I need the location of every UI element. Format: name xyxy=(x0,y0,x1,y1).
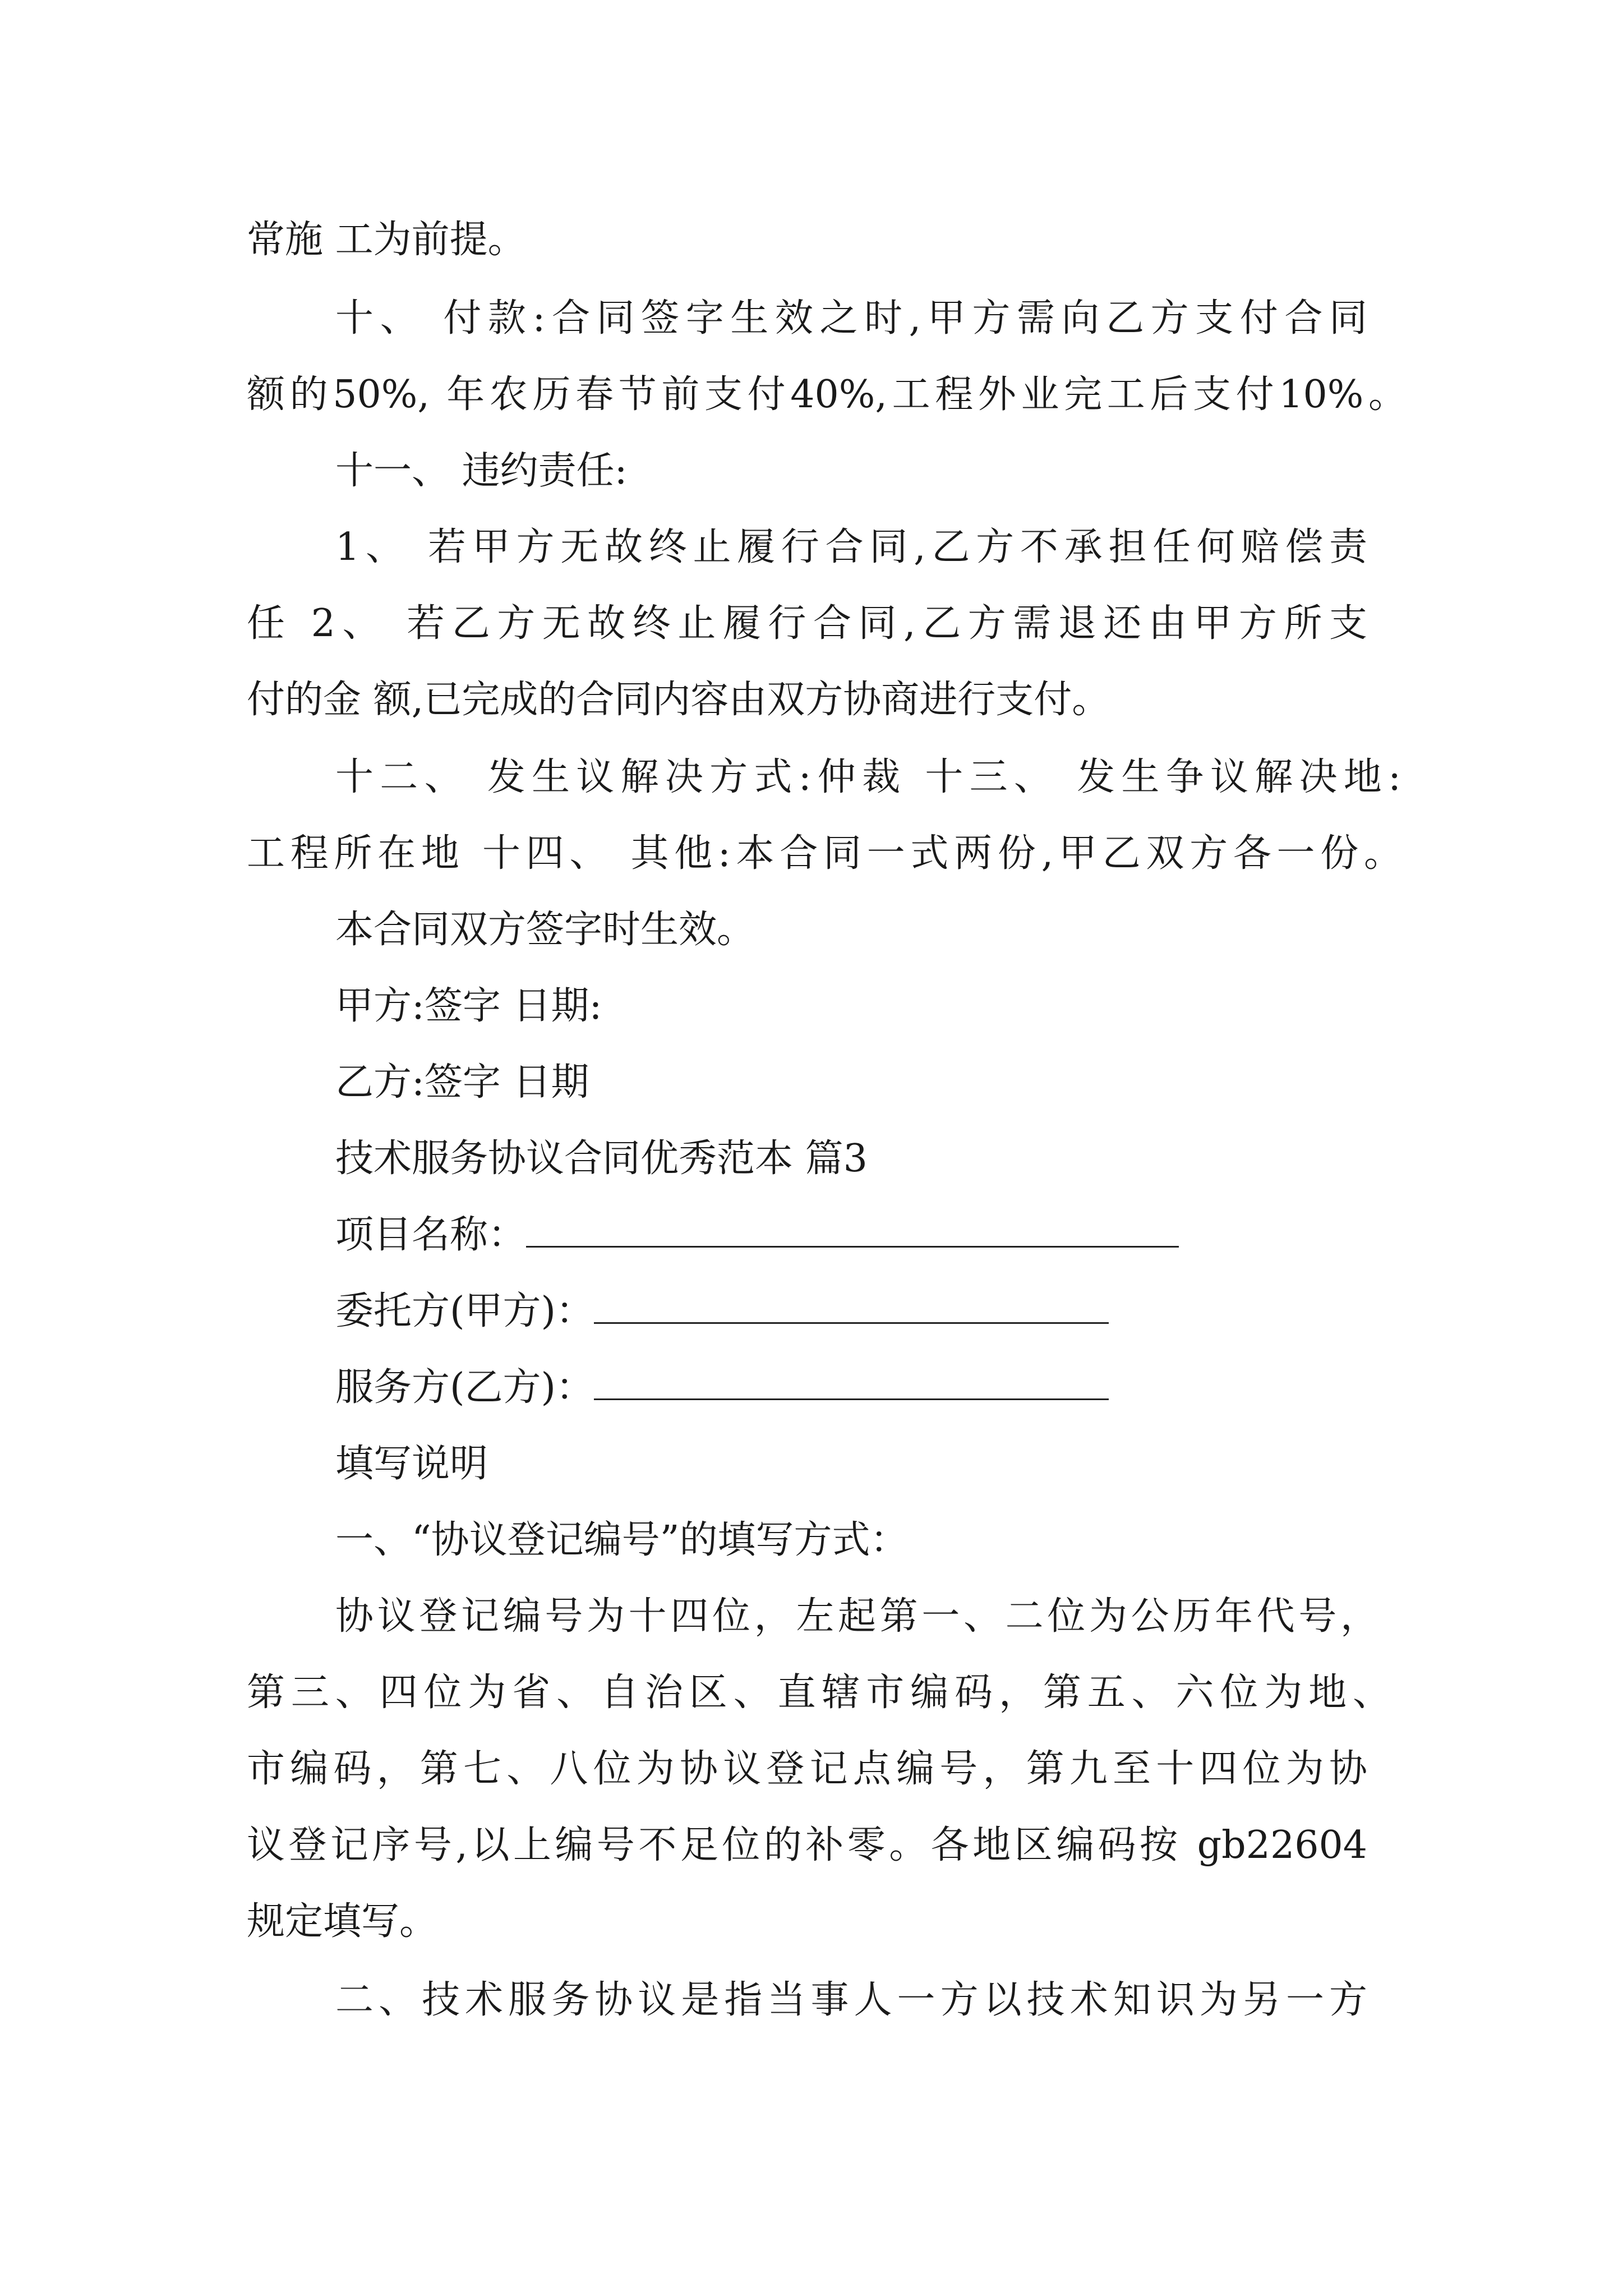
notes-item-2: 二、技术服务协议是指当事人一方以技术知识为另一方 xyxy=(335,1978,1367,2022)
text-line: 额的50%, 年农历春节前支付40%,工程外业完工后支付10%。 xyxy=(247,372,1407,417)
project-name-row xyxy=(335,1209,1179,1261)
client-label: 委托方(甲方)： xyxy=(335,1289,594,1333)
project-name-label: 项目名称： xyxy=(335,1213,527,1257)
clause-11-heading: 十一、 违约责任: xyxy=(335,449,628,493)
clause-11-item-1: 1、 若甲方无故终止履行合同,乙方不承担任何赔偿责 xyxy=(335,525,1367,569)
notes-heading: 填写说明 xyxy=(335,1442,488,1486)
party-a-signature-line: 甲方:签字 日期: xyxy=(335,984,602,1028)
notes-item-1-line: 议登记序号,以上编号不足位的补零。各地区编码按 gb22604 xyxy=(247,1823,1367,1867)
text-line: 任 2、 若乙方无故终止履行合同,乙方需退还由甲方所支 xyxy=(247,601,1367,646)
party-b-signature-line: 乙方:签字 日期 xyxy=(335,1060,589,1105)
text-line: 工程所在地 十四、 其他:本合同一式两份,甲乙双方各一份。 xyxy=(247,831,1402,876)
project-name-blank xyxy=(526,1244,1179,1248)
provider-blank xyxy=(594,1396,1109,1400)
notes-item-1-line: 规定填写。 xyxy=(247,1899,438,1944)
text-line: 常施 工为前提。 xyxy=(247,218,526,262)
client-row xyxy=(335,1286,1109,1337)
effective-clause: 本合同双方签字时生效。 xyxy=(335,908,755,952)
notes-item-1-line: 协议登记编号为十四位，左起第一、二位为公历年代号， xyxy=(335,1594,1378,1639)
clause-10-payment: 十、 付款:合同签字生效之时,甲方需向乙方支付合同 xyxy=(335,296,1367,341)
text-line: 付的金 额,已完成的合同内容由双方协商进行支付。 xyxy=(247,678,1110,722)
notes-item-1-line: 市编码，第七、八位为协议登记点编号，第九至十四位为协 xyxy=(247,1747,1367,1791)
provider-label: 服务方(乙方)： xyxy=(335,1365,594,1410)
section-title: 技术服务协议合同优秀范本 篇3 xyxy=(335,1137,868,1181)
client-blank xyxy=(594,1320,1109,1324)
clause-12-14: 十二、 发生议解决方式:仲裁 十三、 发生争议解决地: xyxy=(335,755,1401,799)
provider-row xyxy=(335,1362,1109,1414)
notes-item-1-title: 一、“协议登记编号”的填写方式： xyxy=(335,1518,909,1562)
notes-item-1-line: 第三、四位为省、自治区、直辖市编码，第五、六位为地、 xyxy=(247,1671,1391,1715)
